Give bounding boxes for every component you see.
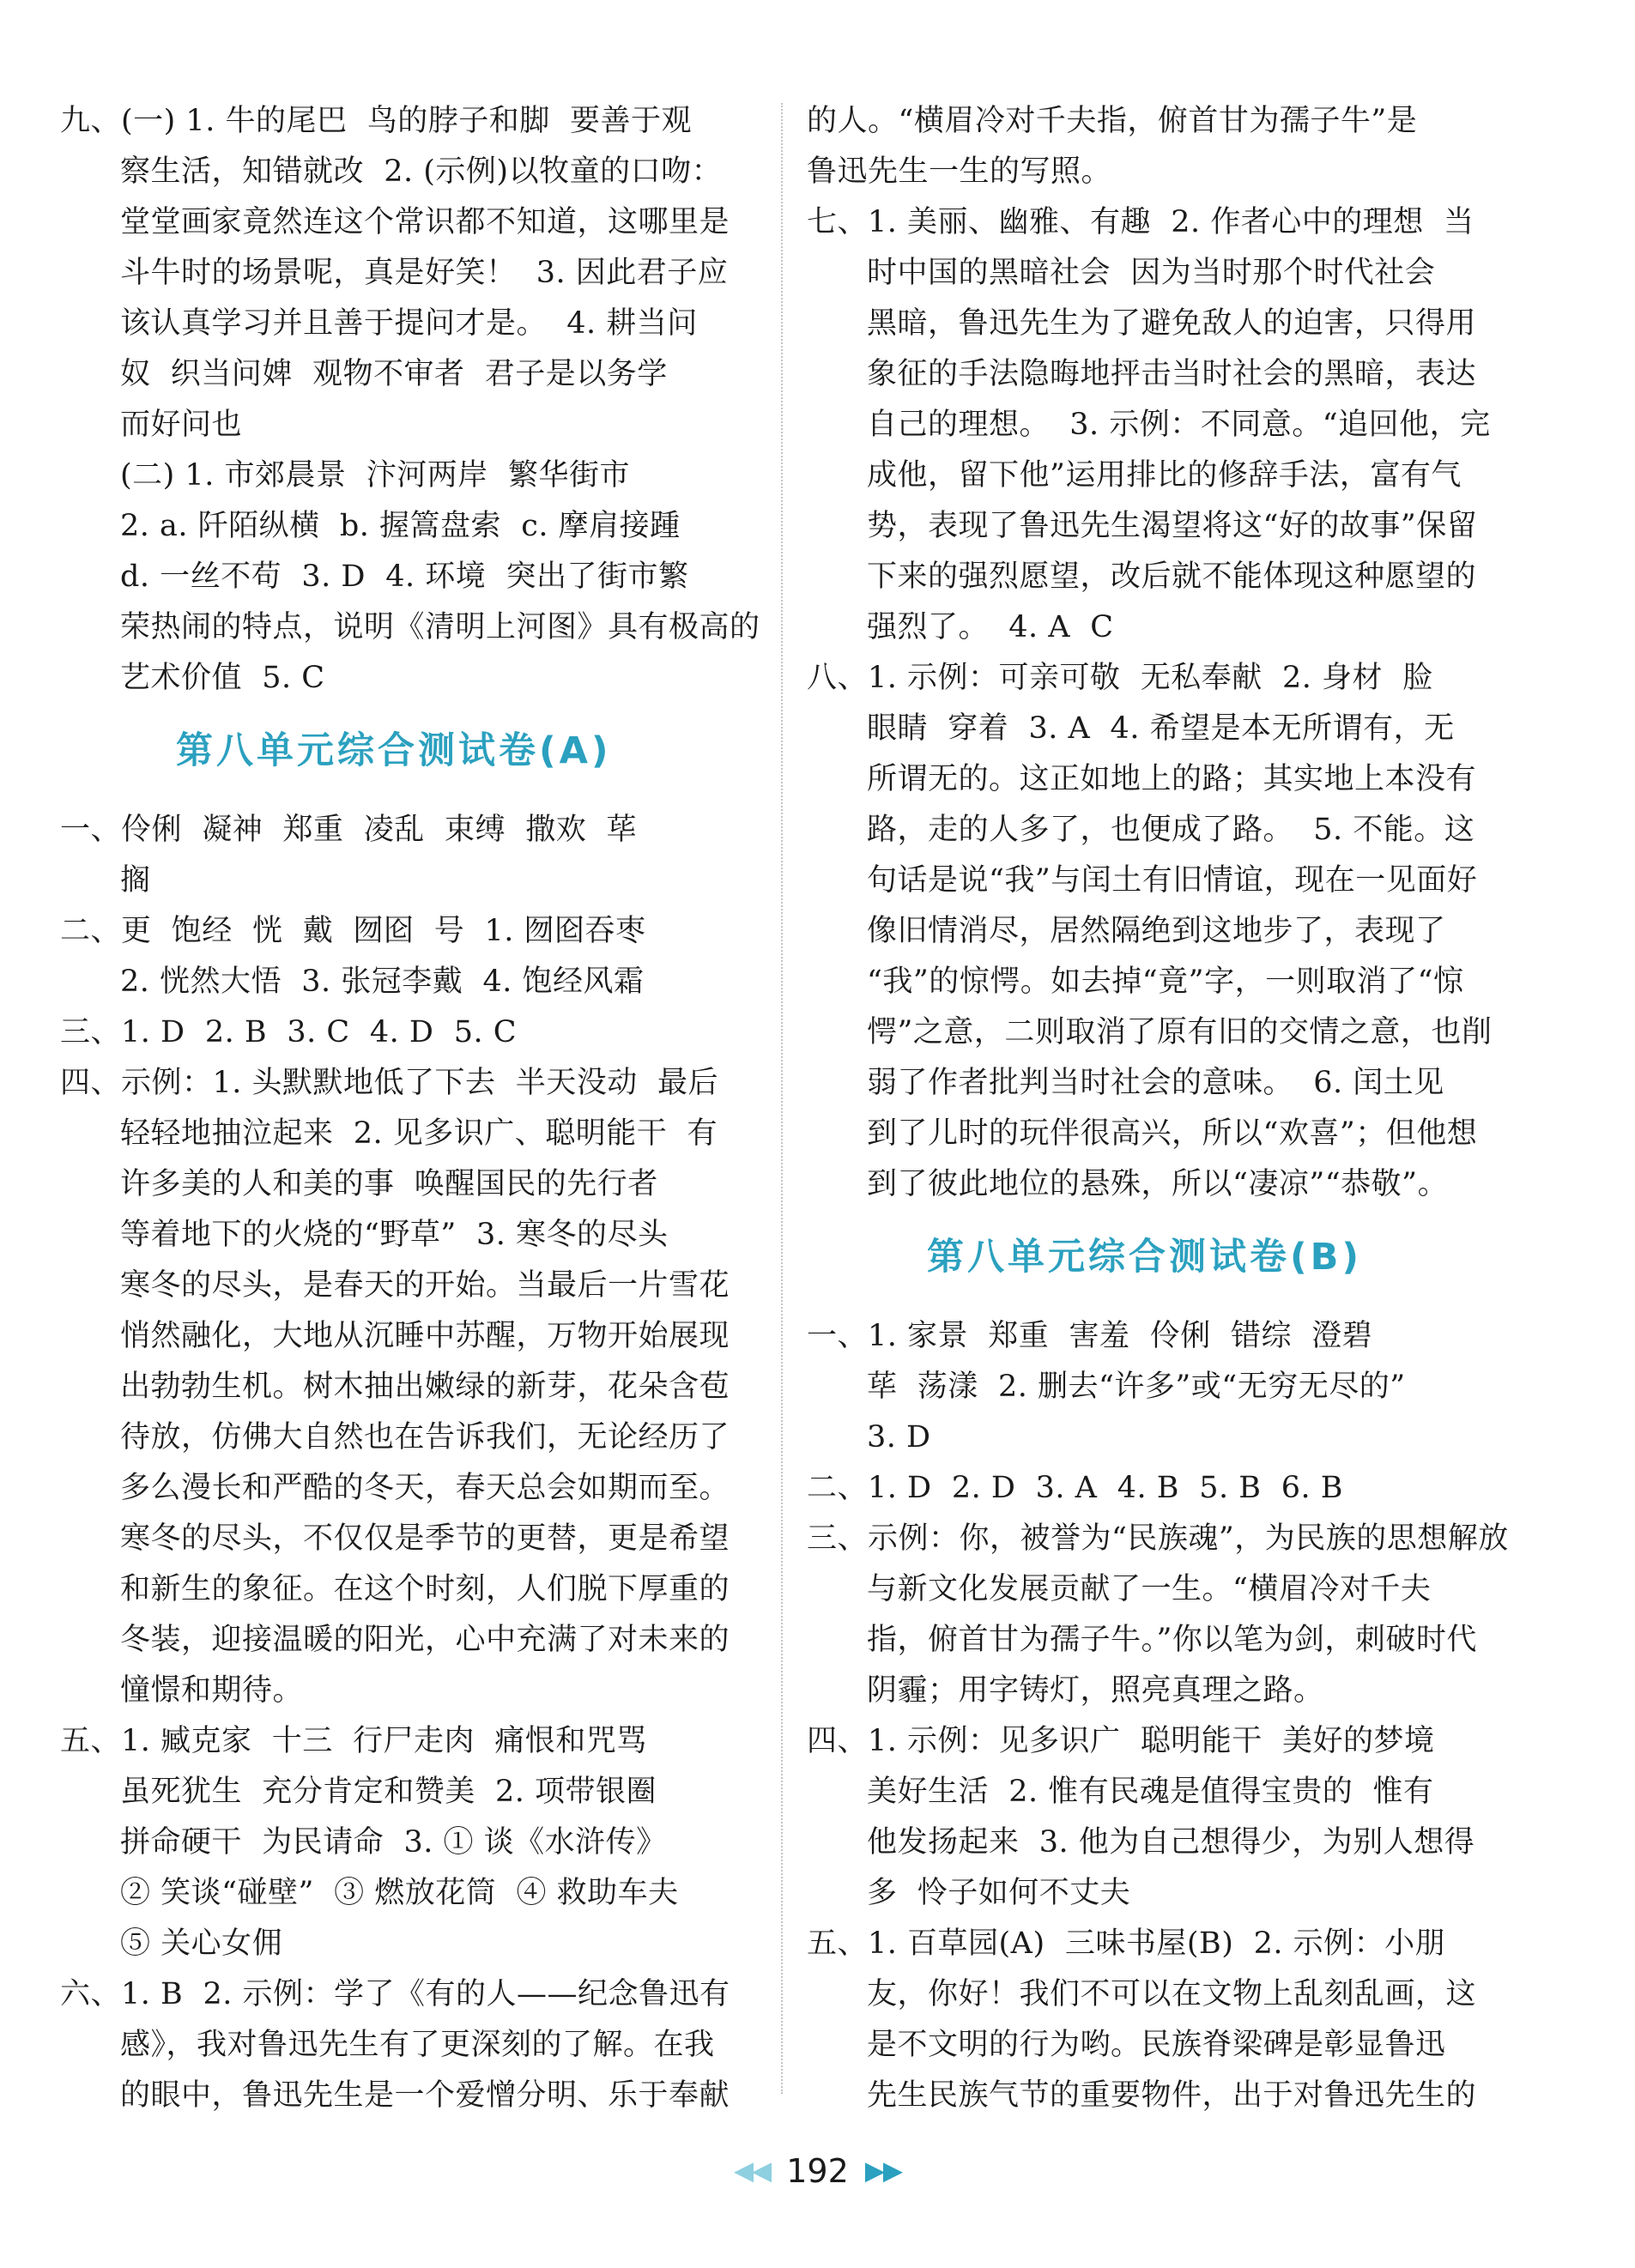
text-line: 一、伶俐 凝神 郑重 凌乱 束缚 撒欢 荜 <box>60 813 638 847</box>
text-line: 指，俯首甘为孺子牛。”你以笔为剑，刺破时代 <box>867 1623 1477 1657</box>
text-line: 黑暗，鲁迅先生为了避免敌人的迫害，只得用 <box>867 306 1477 341</box>
page-number: 192 <box>786 2152 849 2190</box>
text-line: 感》，我对鲁迅先生有了更深刻的了解。在我 <box>120 2028 715 2062</box>
text-line: 到了儿时的玩伴很高兴，所以“欢喜”；但他想 <box>867 1116 1478 1151</box>
text-line: 而好问也 <box>120 408 243 442</box>
text-line: 的人。“横眉冷对千夫指，俯首甘为孺子牛”是 <box>807 104 1418 138</box>
page-footer <box>0 2152 1635 2190</box>
text-line: 五、1. 百草园(A) 三味书屋(B) 2. 示例：小朋 <box>807 1926 1446 1961</box>
text-line: 3. D <box>867 1420 931 1455</box>
text-line: 寒冬的尽头，不仅仅是季节的更替，更是希望 <box>120 1521 730 1556</box>
text-line: 搁 <box>120 863 151 898</box>
text-line: 五、1. 臧克家 十三 行尸走肉 痛恨和咒骂 <box>60 1724 647 1758</box>
text-line: 轻轻地抽泣起来 2. 见多识广、聪明能干 有 <box>120 1116 718 1151</box>
text-line: d. 一丝不苟 3. D 4. 环境 突出了街市繁 <box>120 559 689 594</box>
section-heading-a: 第八单元综合测试卷(A) <box>176 729 612 772</box>
text-line: 像旧情消尽，居然隔绝到这地步了，表现了 <box>867 914 1446 948</box>
text-line: 拼命硬干 为民请命 3. ① 谈《水浒传》 <box>120 1825 667 1860</box>
text-line: 许多美的人和美的事 唤醒国民的先行者 <box>120 1167 658 1201</box>
text-line: 和新生的象征。在这个时刻，人们脱下厚重的 <box>120 1572 730 1606</box>
text-line: 友，你好！我们不可以在文物上乱刻乱画，这 <box>867 1977 1477 2011</box>
text-line: 虽死犹生 充分肯定和赞美 2. 项带银圈 <box>120 1775 657 1809</box>
text-line: 九、(一) 1. 牛的尾巴 鸟的脖子和脚 要善于观 <box>60 104 692 138</box>
text-line: 艺术价值 5. C <box>120 661 325 695</box>
text-line: 七、1. 美丽、幽雅、有趣 2. 作者心中的理想 当 <box>807 205 1475 239</box>
text-line: 他发扬起来 3. 他为自己想得少，为别人想得 <box>867 1825 1475 1860</box>
text-line: 成他，留下他”运用排比的修辞手法，富有气 <box>867 458 1462 493</box>
left-answer-block-2 <box>60 805 755 2121</box>
prev-arrows-icon: ◀◀ <box>733 2156 771 2186</box>
text-line: ② 笑谈“碰壁” ③ 燃放花筒 ④ 救助车夫 <box>120 1876 679 1910</box>
text-line: 鲁迅先生一生的写照。 <box>807 154 1112 189</box>
text-line: 荜 荡漾 2. 删去“许多”或“无穷无尽的” <box>867 1370 1406 1404</box>
text-line: 悄然融化，大地从沉睡中苏醒，万物开始展现 <box>120 1319 730 1353</box>
right-column <box>807 96 1509 2121</box>
text-line: 一、1. 家景 郑重 害羞 伶俐 错综 澄碧 <box>807 1319 1373 1353</box>
text-line: 奴 织当问婢 观物不审者 君子是以务学 <box>120 357 668 391</box>
text-line: 2. 恍然大悟 3. 张冠李戴 4. 饱经风霜 <box>120 965 645 999</box>
text-line: 三、1. D 2. B 3. C 4. D 5. C <box>60 1015 518 1049</box>
right-answer-block-1 <box>807 96 1502 1210</box>
text-line: 察生活，知错就改 2. (示例)以牧童的口吻： <box>120 154 723 189</box>
text-line: 多 怜子如何不丈夫 <box>867 1876 1131 1910</box>
left-answer-block-1 <box>60 96 760 704</box>
text-line: 堂堂画家竟然连这个常识都不知道，这哪里是 <box>120 205 730 239</box>
text-line: 强烈了。 4. A C <box>867 610 1114 644</box>
text-line: 所谓无的。这正如地上的路；其实地上本没有 <box>867 762 1477 796</box>
text-line: 寒冬的尽头，是春天的开始。当最后一片雪花 <box>120 1268 730 1303</box>
text-line: 冬装，迎接温暖的阳光，心中充满了对未来的 <box>120 1623 730 1657</box>
text-line: 路，走的人多了，也便成了路。 5. 不能。这 <box>867 813 1475 847</box>
text-line: 出勃勃生机。树木抽出嫩绿的新芽，花朵含苞 <box>120 1370 730 1404</box>
text-line: 的眼中，鲁迅先生是一个爱憎分明、乐于奉献 <box>120 2078 730 2113</box>
right-answer-block-2 <box>807 1311 1509 2121</box>
text-line: 阴霾；用字铸灯，照亮真理之路。 <box>867 1673 1324 1708</box>
text-line: ⑤ 关心女佣 <box>120 1926 283 1961</box>
text-line: 等着地下的火烧的“野草” 3. 寒冬的尽头 <box>120 1218 669 1252</box>
text-line: 愕”之意，二则取消了原有旧的交情之意，也削 <box>867 1015 1493 1049</box>
text-line: 美好生活 2. 惟有民魂是值得宝贵的 惟有 <box>867 1775 1434 1809</box>
next-arrows-icon: ▶▶ <box>864 2156 902 2186</box>
text-line: 二、更 饱经 恍 戴 囫囵 号 1. 囫囵吞枣 <box>60 914 646 948</box>
text-line: 待放，仿佛大自然也在告诉我们，无论经历了 <box>120 1420 730 1455</box>
text-line: 到了彼此地位的悬殊，所以“凄凉”“恭敬”。 <box>867 1167 1449 1201</box>
text-line: 二、1. D 2. D 3. A 4. B 5. B 6. B <box>807 1471 1343 1505</box>
text-line: 势，表现了鲁迅先生渴望将这“好的故事”保留 <box>867 509 1478 543</box>
text-line: 与新文化发展贡献了一生。“横眉冷对千夫 <box>867 1572 1432 1606</box>
text-line: 八、1. 示例：可亲可敬 无私奉献 2. 身材 脸 <box>807 661 1433 695</box>
text-line: 六、1. B 2. 示例：学了《有的人——纪念鲁迅有 <box>60 1977 730 2011</box>
text-line: 眼睛 穿着 3. A 4. 希望是本无所谓有，无 <box>867 711 1455 746</box>
text-line: 2. a. 阡陌纵横 b. 握篙盘索 c. 摩肩接踵 <box>120 509 681 543</box>
text-line: 象征的手法隐晦地抨击当时社会的黑暗，表达 <box>867 357 1477 391</box>
text-line: 弱了作者批判当时社会的意味。 6. 闰土见 <box>867 1066 1444 1100</box>
text-line: 三、示例：你，被誉为“民族魂”，为民族的思想解放 <box>807 1521 1509 1556</box>
text-line: 该认真学习并且善于提问才是。 4. 耕当问 <box>120 306 698 341</box>
text-line: “我”的惊愕。如去掉“竟”字，一则取消了“惊 <box>867 965 1464 999</box>
text-line: 荣热闹的特点，说明《清明上河图》具有极高的 <box>120 610 760 644</box>
text-line: 多么漫长和严酷的冬天，春天总会如期而至。 <box>120 1471 730 1505</box>
text-line: 先生民族气节的重要物件，出于对鲁迅先生的 <box>867 2078 1477 2113</box>
text-line: 四、示例：1. 头默默地低了下去 半天没动 最后 <box>60 1066 719 1100</box>
text-line: 时中国的黑暗社会 因为当时那个时代社会 <box>867 256 1436 290</box>
text-line: 四、1. 示例：见多识广 聪明能干 美好的梦境 <box>807 1724 1435 1758</box>
text-line: 斗牛时的场景呢，真是好笑！ 3. 因此君子应 <box>120 256 729 290</box>
left-column <box>60 96 760 2121</box>
text-line: 下来的强烈愿望，改后就不能体现这种愿望的 <box>867 559 1477 594</box>
section-heading-b: 第八单元综合测试卷(B) <box>927 1236 1363 1279</box>
text-line: 是不文明的行为哟。民族脊梁碑是彰显鲁迅 <box>867 2028 1446 2062</box>
text-line: 憧憬和期待。 <box>120 1673 304 1708</box>
text-line: 句话是说“我”与闰土有旧情谊，现在一见面好 <box>867 863 1478 898</box>
column-divider <box>781 103 783 2094</box>
text-line: (二) 1. 市郊晨景 汴河两岸 繁华街市 <box>120 458 630 493</box>
text-line: 自己的理想。 3. 示例：不同意。“追回他，完 <box>867 408 1491 442</box>
